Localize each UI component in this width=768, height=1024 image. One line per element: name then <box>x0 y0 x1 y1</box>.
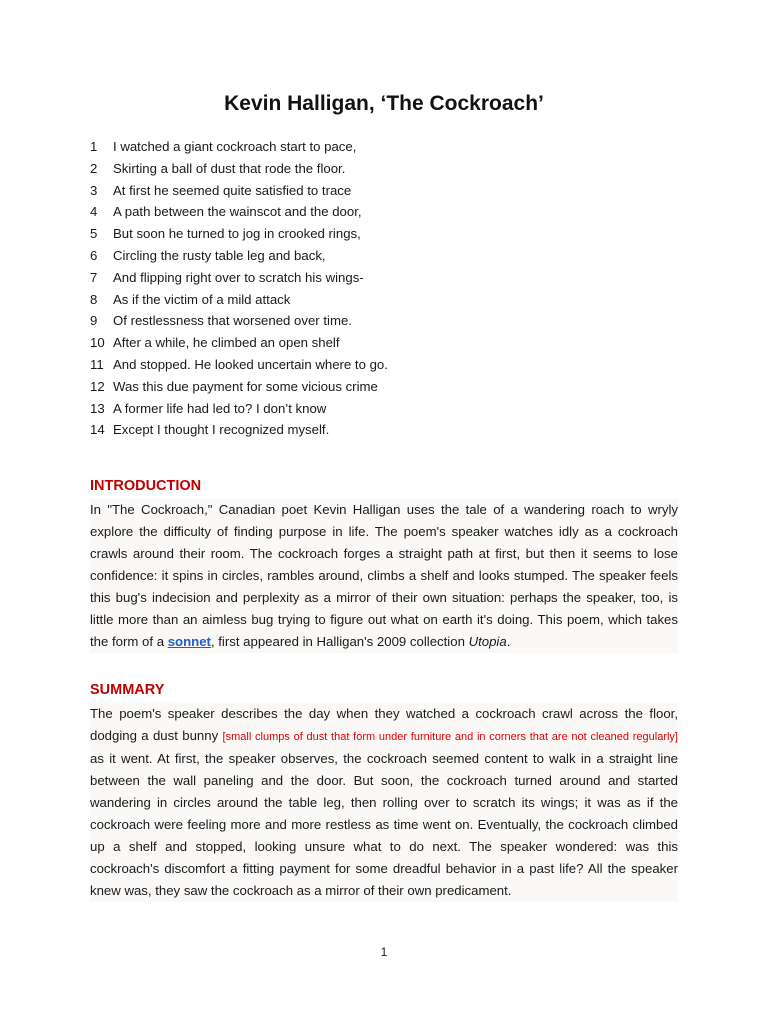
line-number: 14 <box>90 422 105 438</box>
intro-text: In "The Cockroach," Canadian poet Kevin Halligan uses the tale of a wandering roach to wryly explore the difficulty of finding purpose in life. The poem's speaker watches idly as a cockroach crawls around their room. The cockroach forges a straight path at first, but then it seems to lose confidence: it spins in circles, rambles around, climbs a shelf and looks stumped. The speaker feels this bug's indecision and perplexity as a mirror of their own situation: perhaps the speaker, too, is little more than an aimless bug trying to figure out what on earth it's doing. This poem, which takes the form of a <box>90 502 678 649</box>
line-text: Was this due payment for some vicious crime <box>113 378 378 394</box>
poem-lines <box>90 136 690 441</box>
poem-line <box>90 180 690 202</box>
poem-line <box>90 419 690 441</box>
line-number: 8 <box>90 291 98 307</box>
line-number: 3 <box>90 182 98 198</box>
line-text: At first he seemed quite satisfied to trace <box>113 182 352 198</box>
poem-line <box>90 267 690 289</box>
line-text: Except I thought I recognized myself. <box>113 422 330 438</box>
intro-text-after-link: , first appeared in Halligan's 2009 collection <box>210 634 469 649</box>
collection-title: Utopia <box>468 634 507 649</box>
line-number: 1 <box>90 139 98 154</box>
line-number: 9 <box>90 313 98 329</box>
summary-text-after-note: as it went. At first, the speaker observes, the cockroach seemed content to walk in a straight line between the wall paneling and the door. But soon, the cockroach turned around and started wandering in circles around the table leg, then rolling over to scratch its wings; it was as if the cockroach were feeling more and more restless as time went on. Eventually, the cockroach climbed up a shelf and stopped, looking unsure what to do next. The speaker wondered: was this cockroach's discomfort a fitting payment for some dreadful behavior in a past life? All the speaker knew was, they saw the cockroach as a mirror of their own predicament. <box>90 751 678 898</box>
line-text: Of restlessness that worsened over time. <box>113 313 352 329</box>
line-text: I watched a giant cockroach start to pace, <box>113 139 357 154</box>
summary-text: The poem's speaker describes the day when they watched a cockroach crawl across the floor, dodging a dust bunny <box>90 706 678 743</box>
summary-heading: SUMMARY <box>90 682 165 698</box>
page-number: 1 <box>380 945 388 959</box>
poem-line <box>90 398 690 420</box>
poem-line <box>90 245 690 267</box>
introduction-paragraph <box>90 499 678 653</box>
line-number: 13 <box>90 400 105 416</box>
line-number: 12 <box>90 378 105 394</box>
poem-title: Kevin Halligan, ‘The Cockroach’ <box>224 92 544 115</box>
line-text: A former life had led to? I don’t know <box>113 400 327 416</box>
poem-line <box>90 158 690 180</box>
line-text: Circling the rusty table leg and back, <box>113 247 326 263</box>
line-number: 6 <box>90 247 98 263</box>
summary-paragraph <box>90 703 678 902</box>
poem-line <box>90 223 690 245</box>
introduction-heading: INTRODUCTION <box>90 478 202 494</box>
sonnet-link[interactable]: sonnet <box>167 634 211 649</box>
line-number: 10 <box>90 335 105 351</box>
line-number: 2 <box>90 160 98 176</box>
line-text: After a while, he climbed an open shelf <box>113 335 340 351</box>
line-number: 4 <box>90 204 98 220</box>
line-text: But soon he turned to jog in crooked rings, <box>113 226 361 242</box>
poem-line <box>90 332 690 354</box>
line-number: 5 <box>90 226 98 242</box>
poem-line <box>90 289 690 311</box>
line-number: 11 <box>90 356 104 372</box>
poem-line <box>90 310 690 332</box>
poem-line <box>90 136 690 158</box>
line-text: As if the victim of a mild attack <box>113 291 291 307</box>
line-text: And flipping right over to scratch his wings- <box>113 269 364 285</box>
dust-bunny-note: [small clumps of dust that form under furniture and in corners that are not cleaned regularly] <box>222 731 678 743</box>
poem-line <box>90 354 690 376</box>
poem-line <box>90 376 690 398</box>
line-text: And stopped. He looked uncertain where to go. <box>113 356 388 372</box>
line-text: Skirting a ball of dust that rode the floor. <box>113 160 346 176</box>
line-number: 7 <box>90 269 98 285</box>
poem-line <box>90 201 690 223</box>
intro-text-end: . <box>506 634 511 649</box>
line-text: A path between the wainscot and the door, <box>113 204 362 220</box>
